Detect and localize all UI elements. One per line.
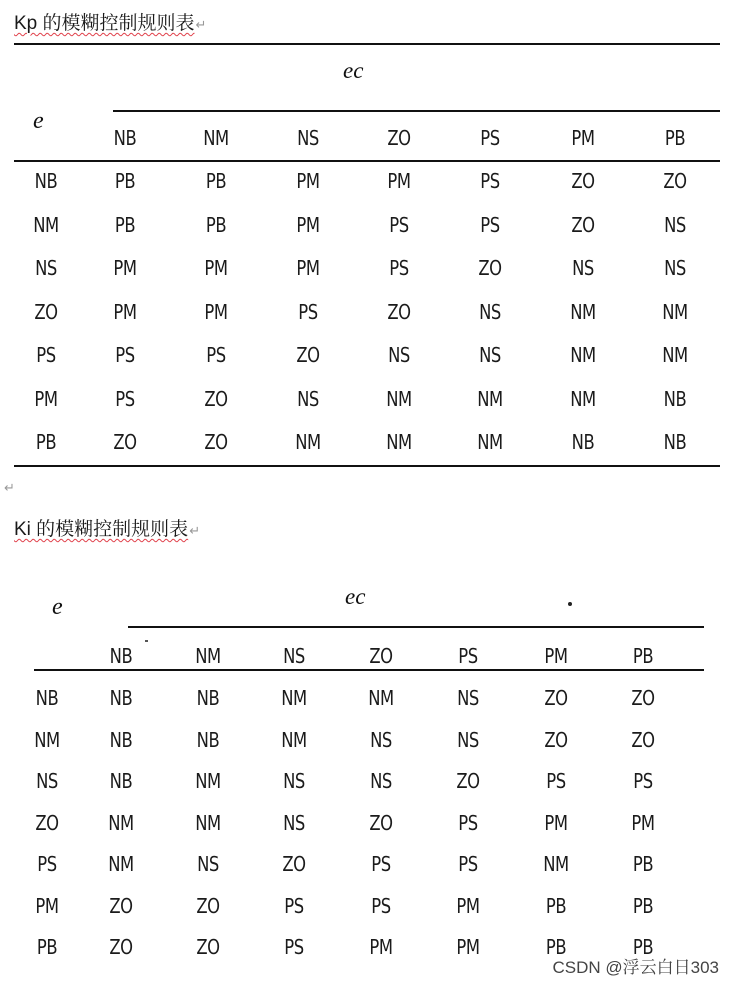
table-cell: NM	[543, 852, 569, 876]
table-cell: ZO	[456, 769, 480, 793]
return-mark-icon: ↵	[189, 523, 201, 538]
table-cell: ZO	[571, 169, 595, 193]
table-cell: PS	[115, 386, 135, 411]
stray-dot	[568, 602, 572, 606]
row-header: NM	[34, 727, 60, 752]
table-cell: NM	[108, 852, 134, 876]
table-cell: NM	[570, 299, 596, 324]
row-header: PS	[36, 343, 56, 367]
table-cell: NS	[197, 852, 219, 876]
e-axis-label: e	[52, 594, 63, 620]
table-cell: PM	[544, 810, 568, 835]
row-header: NS	[35, 256, 57, 280]
table-rule	[34, 669, 704, 671]
table-cell: NS	[370, 727, 392, 752]
column-header: NS	[283, 644, 305, 668]
row-header: PB	[36, 935, 58, 959]
table-cell: PS	[206, 343, 226, 367]
table-rule	[14, 160, 720, 162]
table-cell: NS	[664, 256, 686, 280]
table-cell: ZO	[196, 893, 220, 918]
table-cell: NM	[570, 386, 596, 411]
table-cell: NB	[109, 769, 133, 793]
column-header: NB	[113, 126, 137, 150]
table-cell: NB	[663, 386, 687, 411]
table-cell: PM	[296, 256, 320, 280]
row-header: NS	[36, 769, 58, 793]
table-rule	[113, 110, 720, 112]
table-cell: ZO	[196, 935, 220, 959]
table-cell: PM	[296, 169, 320, 193]
table-cell: PS	[371, 893, 391, 918]
table-cell: ZO	[282, 852, 306, 876]
table-cell: PS	[633, 769, 653, 793]
table-cell: NM	[570, 343, 596, 367]
table-cell: PM	[204, 256, 228, 280]
table-cell: ZO	[296, 343, 320, 367]
table-cell: PS	[546, 769, 566, 793]
row-header: PB	[35, 430, 57, 454]
e-axis-label: e	[33, 108, 44, 134]
table-cell: NM	[195, 810, 221, 835]
table-cell: PS	[371, 852, 391, 876]
table-cell: NM	[281, 727, 307, 752]
table-cell: ZO	[204, 386, 228, 411]
table-cell: PB	[632, 852, 654, 876]
table-cell: PM	[387, 169, 411, 193]
table-cell: NB	[109, 686, 133, 710]
table-cell: PS	[298, 299, 318, 324]
table-cell: NS	[297, 386, 319, 411]
table-cell: PB	[114, 169, 136, 193]
table-cell: NM	[662, 343, 688, 367]
table-cell: PS	[284, 893, 304, 918]
table-cell: PM	[296, 212, 320, 237]
table-cell: NB	[109, 727, 133, 752]
table-rule	[14, 465, 720, 467]
table-cell: ZO	[544, 686, 568, 710]
table-rule	[128, 626, 704, 628]
table-cell: PB	[545, 935, 567, 959]
table-cell: PS	[458, 810, 478, 835]
table-cell: PS	[389, 256, 409, 280]
table-cell: PS	[284, 935, 304, 959]
column-header: NM	[195, 644, 221, 668]
table-cell: NM	[477, 430, 503, 454]
table-cell: NS	[457, 727, 479, 752]
table-cell: ZO	[109, 893, 133, 918]
row-header: NM	[33, 212, 59, 237]
row-header: PM	[35, 893, 59, 918]
table-cell: NM	[295, 430, 321, 454]
table-cell: NM	[368, 686, 394, 710]
table-cell: ZO	[571, 212, 595, 237]
table-cell: NM	[386, 430, 412, 454]
table-cell: ZO	[631, 686, 655, 710]
column-header: NB	[109, 644, 133, 668]
column-header: PS	[480, 126, 500, 150]
return-mark-icon: ↵	[195, 17, 207, 32]
row-header: NB	[35, 686, 59, 710]
table-cell: PB	[205, 212, 227, 237]
table-cell: NS	[664, 212, 686, 237]
table-cell: NM	[281, 686, 307, 710]
kp-table-heading	[14, 8, 206, 35]
table-cell: ZO	[631, 727, 655, 752]
column-header: NM	[203, 126, 229, 150]
table-cell: PM	[456, 893, 480, 918]
table-cell: NS	[370, 769, 392, 793]
table-cell: PM	[113, 256, 137, 280]
table-cell: NM	[477, 386, 503, 411]
table-cell: NM	[662, 299, 688, 324]
column-header: NS	[297, 126, 319, 150]
table-cell: PB	[205, 169, 227, 193]
table-cell: NM	[386, 386, 412, 411]
table-cell: ZO	[204, 430, 228, 454]
table-cell: ZO	[369, 810, 393, 835]
column-header: PM	[571, 126, 595, 150]
column-header: PM	[544, 644, 568, 668]
row-header: PM	[34, 386, 58, 411]
table-cell: NS	[479, 343, 501, 367]
column-header: PB	[664, 126, 686, 150]
table-cell: NB	[571, 430, 595, 454]
column-header: PB	[632, 644, 654, 668]
table-cell: NB	[196, 686, 220, 710]
table-rule	[14, 43, 720, 45]
paragraph-mark-icon: ↵	[4, 480, 15, 495]
row-header: NB	[34, 169, 58, 193]
table-cell: PM	[631, 810, 655, 835]
table-cell: NS	[283, 810, 305, 835]
table-cell: NM	[195, 769, 221, 793]
table-cell: PS	[115, 343, 135, 367]
table-cell: ZO	[113, 430, 137, 454]
table-cell: NB	[196, 727, 220, 752]
table-cell: NS	[457, 686, 479, 710]
table-cell: NS	[479, 299, 501, 324]
table-cell: PB	[632, 893, 654, 918]
column-header: ZO	[369, 644, 393, 668]
table-cell: ZO	[478, 256, 502, 280]
table-cell: ZO	[663, 169, 687, 193]
kp-heading-text: Kp 的模糊控制规则表	[14, 13, 195, 34]
ec-axis-label: ec	[343, 58, 364, 83]
table-cell: PM	[369, 935, 393, 959]
table-cell: PB	[632, 935, 654, 959]
watermark: CSDN @浮云白日303	[552, 958, 719, 977]
row-header: PS	[37, 852, 57, 876]
table-cell: PS	[389, 212, 409, 237]
table-cell: NB	[663, 430, 687, 454]
table-cell: PS	[480, 169, 500, 193]
ec-axis-label: ec	[345, 584, 366, 609]
row-header: ZO	[34, 299, 58, 324]
table-cell: NM	[108, 810, 134, 835]
column-header: PS	[458, 644, 478, 668]
table-cell: ZO	[544, 727, 568, 752]
table-cell: PS	[480, 212, 500, 237]
table-cell: NS	[283, 769, 305, 793]
table-cell: PM	[456, 935, 480, 959]
table-cell: NS	[572, 256, 594, 280]
table-cell: PM	[204, 299, 228, 324]
table-cell: ZO	[109, 935, 133, 959]
column-header: ZO	[387, 126, 411, 150]
table-cell: PM	[113, 299, 137, 324]
ki-heading-text: Ki 的模糊控制规则表	[14, 519, 189, 540]
ki-table-heading	[14, 514, 200, 541]
table-cell: PB	[545, 893, 567, 918]
row-header: ZO	[35, 810, 59, 835]
table-cell: PS	[458, 852, 478, 876]
table-cell: PB	[114, 212, 136, 237]
table-cell: ZO	[387, 299, 411, 324]
table-cell: NS	[388, 343, 410, 367]
stray-mark	[145, 640, 148, 642]
